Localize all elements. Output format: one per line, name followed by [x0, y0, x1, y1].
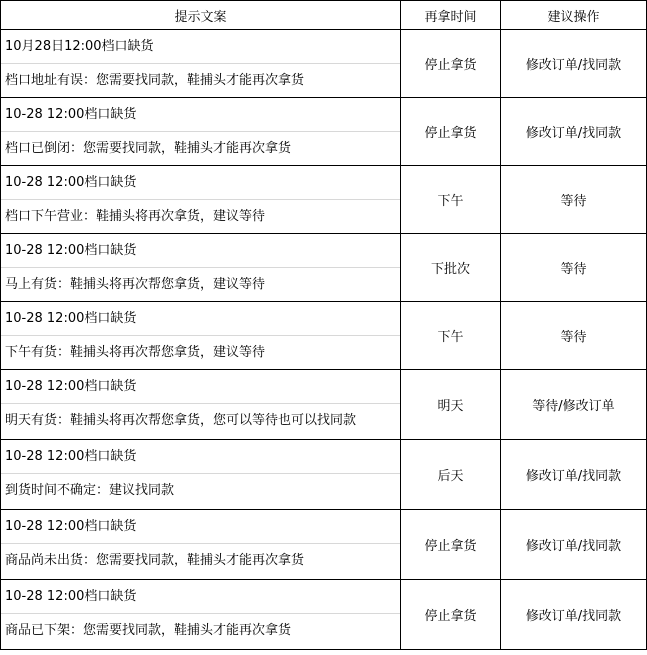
tip-cell — [1, 510, 401, 580]
tip-detail: 下午有货：鞋捕头将再次帮您拿货，建议等待 — [5, 345, 266, 360]
refetch-time-cell: 停止拿货 — [401, 580, 501, 650]
tip-cell — [1, 580, 401, 650]
suggested-action-cell: 等待 — [501, 166, 647, 234]
table-row — [1, 166, 647, 234]
tip-title: 10-28 12:00档口缺货 — [1, 440, 400, 474]
tip-title: 10月28日12:00档口缺货 — [1, 30, 400, 64]
tip-title: 10-28 12:00档口缺货 — [1, 370, 400, 404]
tip-detail: 档口地址有误：您需要找同款，鞋捕头才能再次拿货 — [5, 73, 305, 88]
tip-detail: 到货时间不确定：建议找同款 — [5, 483, 175, 498]
tip-cell — [1, 98, 401, 166]
suggested-action-cell: 修改订单/找同款 — [501, 580, 647, 650]
suggested-action-cell: 修改订单/找同款 — [501, 440, 647, 510]
suggested-action-cell: 修改订单/找同款 — [501, 30, 647, 98]
table-row — [1, 98, 647, 166]
refetch-time-cell: 停止拿货 — [401, 98, 501, 166]
table-row — [1, 370, 647, 440]
table-row — [1, 510, 647, 580]
tip-cell — [1, 166, 401, 234]
header-refetch-time: 再拿时间 — [401, 1, 501, 30]
tip-cell — [1, 234, 401, 302]
tip-detail: 商品尚未出货：您需要找同款，鞋捕头才能再次拿货 — [5, 553, 305, 568]
tip-detail: 档口已倒闭：您需要找同款，鞋捕头才能再次拿货 — [5, 141, 292, 156]
tip-cell — [1, 302, 401, 370]
suggested-action-cell: 修改订单/找同款 — [501, 98, 647, 166]
refetch-time-cell: 下午 — [401, 302, 501, 370]
suggested-action-cell: 等待 — [501, 234, 647, 302]
tip-title: 10-28 12:00档口缺货 — [1, 580, 400, 614]
header-suggested-action: 建议操作 — [501, 1, 647, 30]
refetch-time-cell: 下批次 — [401, 234, 501, 302]
table-row — [1, 30, 647, 98]
tip-detail: 商品已下架：您需要找同款，鞋捕头才能再次拿货 — [5, 623, 292, 638]
tip-title: 10-28 12:00档口缺货 — [1, 166, 400, 200]
tip-title: 10-28 12:00档口缺货 — [1, 98, 400, 132]
tip-cell — [1, 440, 401, 510]
table-row — [1, 234, 647, 302]
suggested-action-cell: 等待 — [501, 302, 647, 370]
tip-detail: 档口下午营业：鞋捕头将再次拿货，建议等待 — [5, 209, 266, 224]
tip-detail: 明天有货：鞋捕头将再次帮您拿货，您可以等待也可以找同款 — [5, 413, 357, 428]
tip-title: 10-28 12:00档口缺货 — [1, 302, 400, 336]
suggested-action-cell: 修改订单/找同款 — [501, 510, 647, 580]
table-row — [1, 580, 647, 650]
refetch-time-cell: 明天 — [401, 370, 501, 440]
refetch-time-cell: 停止拿货 — [401, 30, 501, 98]
refetch-time-cell: 停止拿货 — [401, 510, 501, 580]
refetch-time-cell: 后天 — [401, 440, 501, 510]
table-row — [1, 302, 647, 370]
tip-title: 10-28 12:00档口缺货 — [1, 510, 400, 544]
tip-cell — [1, 30, 401, 98]
tip-detail: 马上有货：鞋捕头将再次帮您拿货，建议等待 — [5, 277, 266, 292]
suggested-action-cell: 等待/修改订单 — [501, 370, 647, 440]
header-row — [1, 1, 647, 30]
table-row — [1, 440, 647, 510]
tip-title: 10-28 12:00档口缺货 — [1, 234, 400, 268]
refetch-time-cell: 下午 — [401, 166, 501, 234]
header-tip-copy: 提示文案 — [1, 1, 401, 30]
tip-cell — [1, 370, 401, 440]
